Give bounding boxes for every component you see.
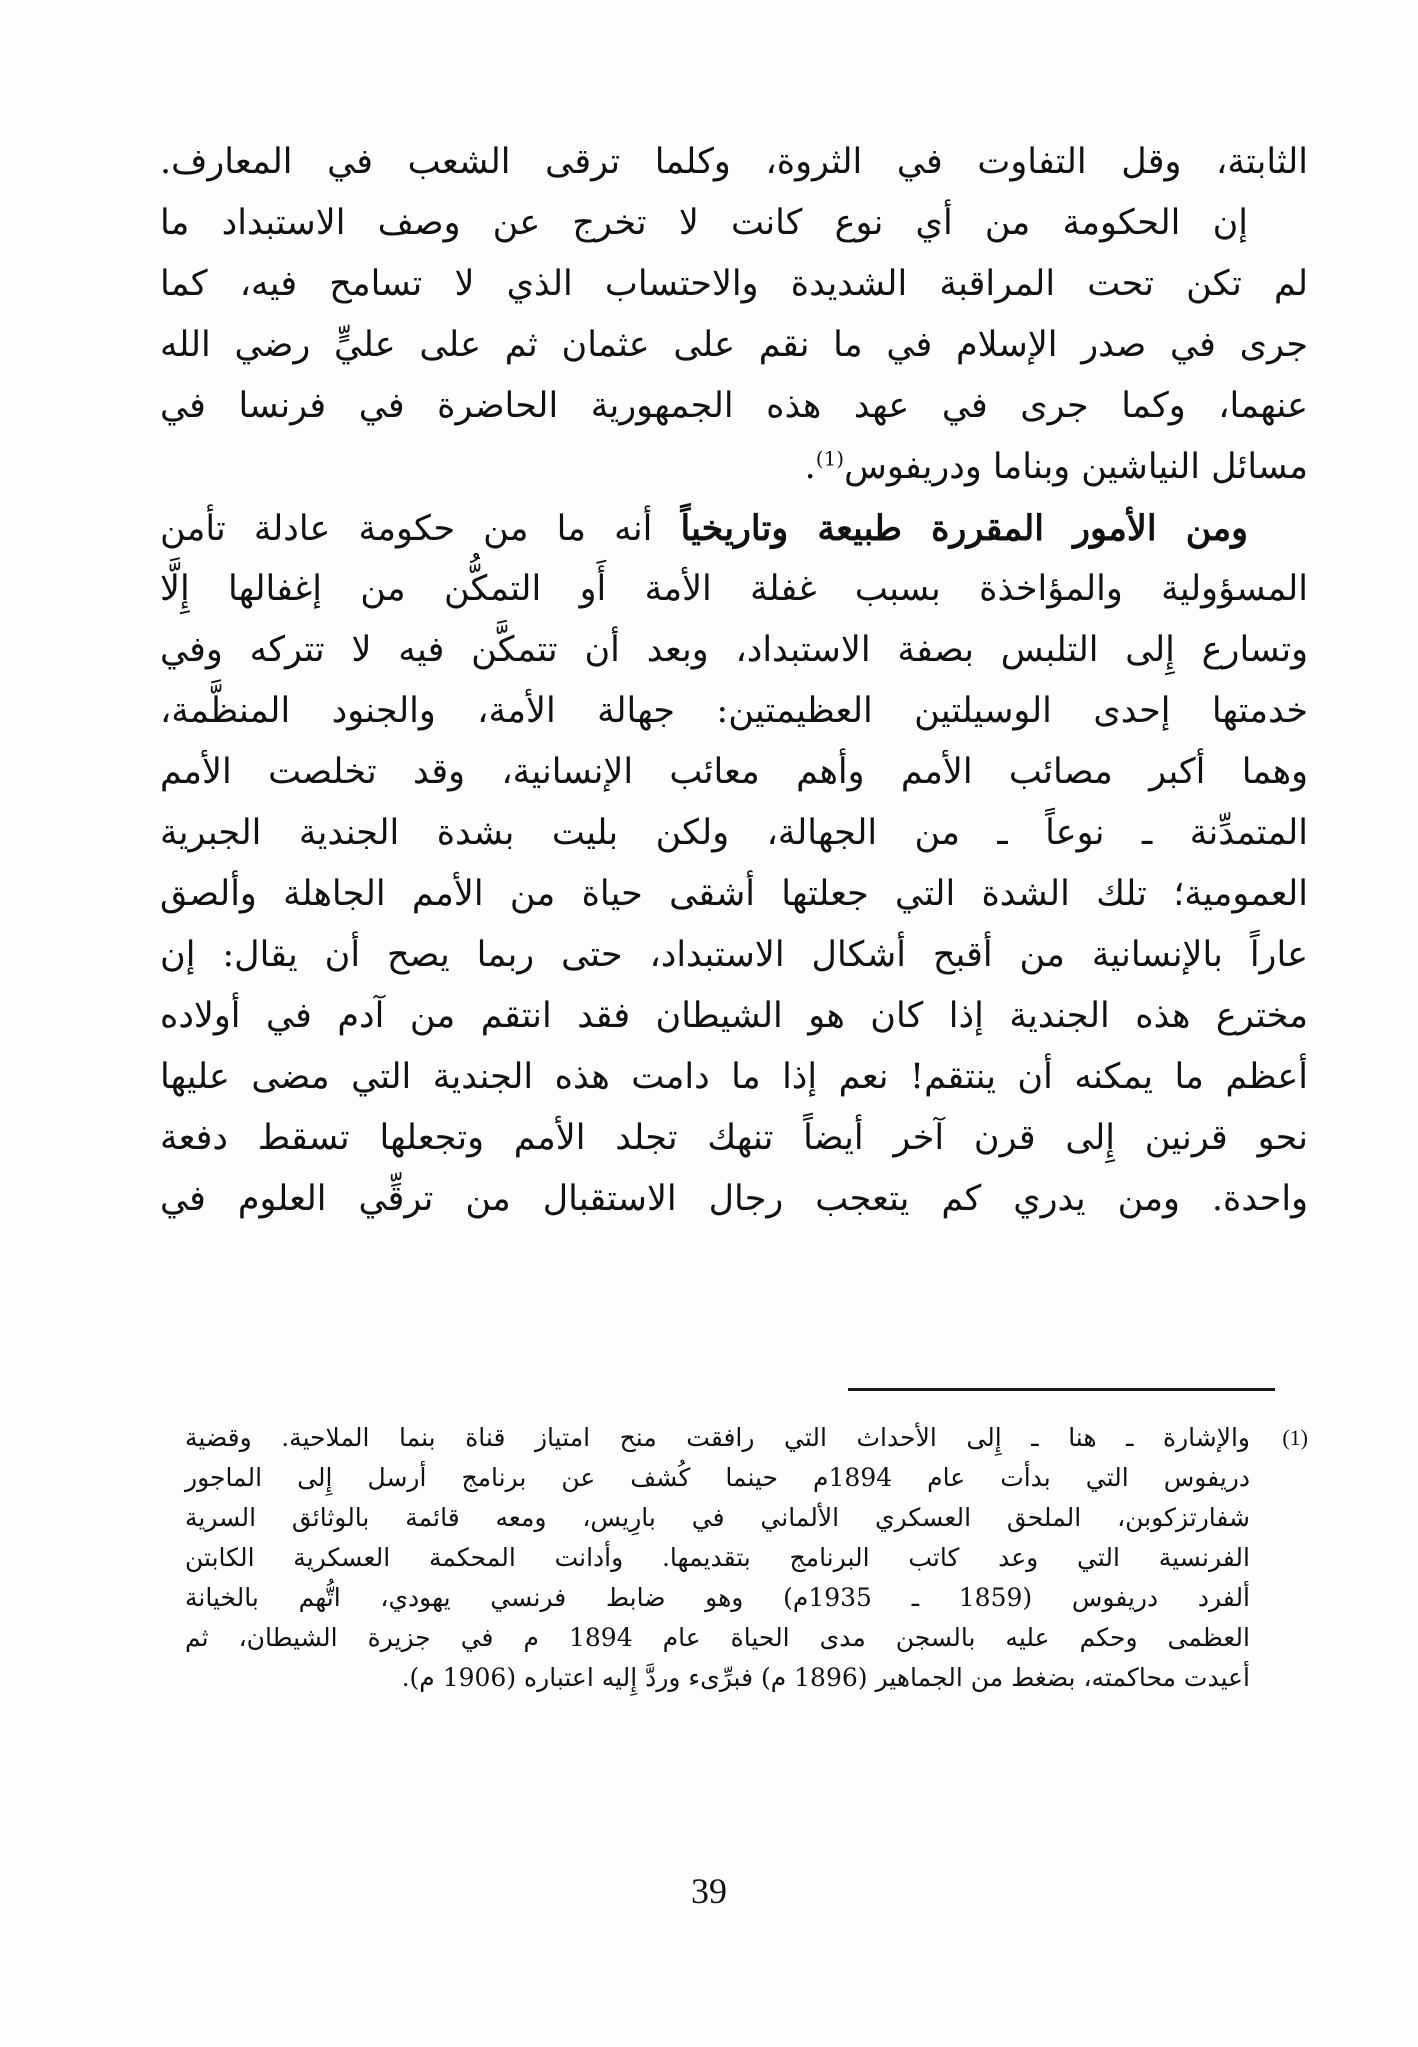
text-fragment: أنه ما من حكومة عادلة تأمن — [160, 509, 681, 549]
footnote-line: دريفوس التي بدأت عام 1894م حينما كُشف عن برنامج أرسل إِلى الماجور — [185, 1463, 1250, 1492]
text-line: خدمتها إحدى الوسيلتين العظيمتين: جهالة الأمة، والجنود المنظَّمة، — [160, 691, 1308, 731]
footnote-body — [185, 1418, 1250, 1698]
bold-phrase: ومن الأمور المقررة طبيعة وتاريخياً — [680, 508, 1249, 549]
text-fragment: . — [804, 447, 816, 487]
text-line — [160, 437, 1308, 498]
text-line: أعظم ما يمكنه أن ينتقم! نعم إذا ما دامت هذه الجندية التي مضى عليها — [160, 1057, 1308, 1097]
page-number: 39 — [691, 1871, 727, 1911]
text-line: العمومية؛ تلك الشدة التي جعلتها أشقى حياة من الأمم الجاهلة وألصق — [160, 874, 1308, 914]
footnote-line: والإشارة ـ هنا ـ إِلى الأحداث التي رافقت منح امتياز قناة بنما الملاحية. وقضية — [185, 1423, 1250, 1452]
footnote-reference[interactable]: (1) — [815, 446, 845, 471]
footnote — [185, 1418, 1308, 1698]
footnote-line: أعيدت محاكمته، بضغط من الجماهير (1896 م) فبرِّىء وردَّ إِليه اعتباره (1906 م). — [401, 1663, 1250, 1692]
text-line: لم تكن تحت المراقبة الشديدة والاحتساب الذي لا تسامح فيه، كما — [160, 264, 1308, 304]
text-line: وهما أكبر مصائب الأمم وأهم معائب الإنسانية، وقد تخلصت الأمم — [160, 752, 1308, 792]
text-line: إن الحكومة من أي نوع كانت لا تخرج عن وصف الاستبداد ما — [160, 203, 1248, 243]
text-line: عاراً بالإنسانية من أقبح أشكال الاستبداد، حتى ربما يصح أن يقال: إن — [160, 935, 1308, 975]
footnote-line: الفرنسية التي وعد كاتب البرنامج بتقديمها. وأدانت المحكمة العسكرية الكابتن — [185, 1543, 1250, 1572]
text-line — [160, 498, 1308, 559]
footnote-line: شفارتزكوبن، الملحق العسكري الألماني في بارِيس، ومعه قائمة بالوثائق السرية — [185, 1503, 1250, 1532]
text-line: جرى في صدر الإسلام في ما نقم على عثمان ثم على عليٍّ رضي الله — [160, 325, 1308, 365]
text-line: مخترع هذه الجندية إذا كان هو الشيطان فقد انتقم من آدم في أولاده — [160, 996, 1308, 1036]
text-line: نحو قرنين إِلى قرن آخر أيضاً تنهك تجلد الأمم وتجعلها تسقط دفعة — [160, 1118, 1308, 1158]
main-text — [160, 132, 1308, 1230]
footnote-line: العظمى وحكم عليه بالسجن مدى الحياة عام 1894 م في جزيرة الشيطان، ثم — [185, 1623, 1250, 1652]
text-fragment: مسائل النياشين وبناما ودريفوس — [844, 447, 1308, 487]
text-line: المتمدِّنة ـ نوعاً ـ من الجهالة، ولكن بليت بشدة الجندية الجبرية — [160, 813, 1308, 853]
footnote-marker: (1) — [1282, 1425, 1308, 1450]
footnote-separator — [848, 1388, 1275, 1391]
text-line: المسؤولية والمؤاخذة بسبب غفلة الأمة أَو التمكُّن من إغفالها إِلَّا — [160, 569, 1308, 609]
text-line: واحدة. ومن يدري كم يتعجب رجال الاستقبال من ترقِّي العلوم في — [160, 1179, 1308, 1219]
text-line: وتسارع إِلى التلبس بصفة الاستبداد، وبعد أن تتمكَّن فيه لا تتركه وفي — [160, 630, 1308, 670]
footnote-line: ألفرد دريفوس (1859 ـ 1935م) وهو ضابط فرنسي يهودي، اتُّهم بالخيانة — [185, 1583, 1251, 1612]
text-line: عنهما، وكما جرى في عهد هذه الجمهورية الحاضرة في فرنسا في — [160, 386, 1308, 426]
text-line: الثابتة، وقل التفاوت في الثروة، وكلما ترقى الشعب في المعارف. — [160, 142, 1308, 182]
